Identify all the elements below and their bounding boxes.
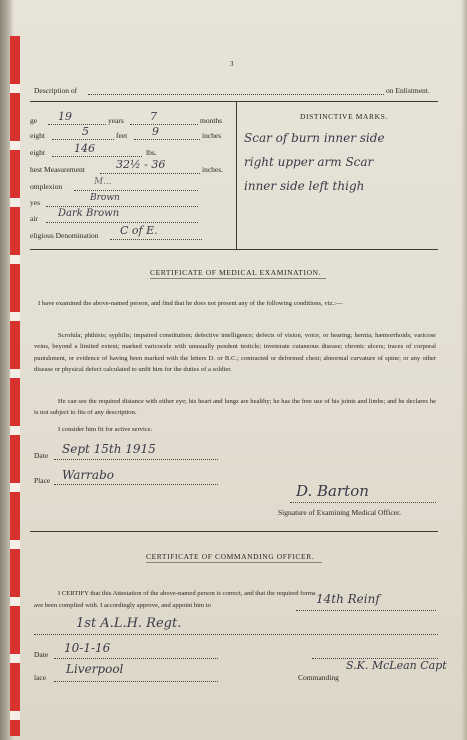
age-dots <box>48 124 106 125</box>
months-dots <box>130 124 198 125</box>
medical-fit-text: I consider him fit for active service. <box>58 426 153 433</box>
description-dots <box>88 94 384 95</box>
unit-dots <box>34 634 438 635</box>
unit-value: 1st A.L.H. Regt. <box>76 616 182 631</box>
medical-signature-caption: Signature of Examining Medical Officer. <box>278 508 401 517</box>
hair-value: Dark Brown <box>58 208 120 219</box>
commanding-appoint-text: ave been complied with. I accordingly approve, and appoint him to <box>34 602 211 609</box>
table-divider <box>236 101 237 249</box>
lbs-label: lbs. <box>146 148 157 157</box>
years-label: years <box>108 116 124 125</box>
weight-value: 146 <box>74 142 95 155</box>
commanding-date-label: Date <box>34 650 49 659</box>
age-years-value: 19 <box>58 110 72 123</box>
commanding-date-value: 10-1-16 <box>64 641 111 655</box>
page-number: 3 <box>230 60 234 68</box>
eyes-value: Brown <box>90 193 120 203</box>
inches-label: inches <box>202 131 222 140</box>
distinctive-marks-line-1: Scar of burn inner side <box>244 131 385 145</box>
height-inches-value: 9 <box>152 125 159 138</box>
chest-inches-label: inches. <box>202 165 224 174</box>
feet-label: feet <box>116 131 128 140</box>
commanding-certificate-heading: CERTIFICATE OF COMMANDING OFFICER. <box>146 552 315 561</box>
table-bottom-rule <box>30 249 438 250</box>
medical-heading-underline <box>150 278 326 279</box>
medical-place-value: Warrabo <box>62 468 114 482</box>
medical-fit-paragraph <box>58 424 358 435</box>
complexion-value: M... <box>94 177 112 187</box>
medical-vision-paragraph <box>34 396 436 419</box>
medical-conditions-paragraph <box>34 330 436 376</box>
height-label: eight <box>30 131 45 140</box>
table-top-rule <box>30 101 438 102</box>
medical-officer-signature: D. Barton <box>296 482 369 500</box>
page-right-edge <box>461 0 467 740</box>
medical-place-dots <box>54 484 218 485</box>
commanding-officer-signature: S.K. McLean Capt <box>346 659 447 672</box>
medical-certificate-heading: CERTIFICATE OF MEDICAL EXAMINATION. <box>150 268 322 277</box>
medical-signature-dots <box>290 502 436 503</box>
religion-label: eligious Denomination <box>30 231 99 240</box>
height-feet-value: 5 <box>82 125 89 138</box>
medical-place-label: Place <box>34 476 51 485</box>
medical-date-value: Sept 15th 1915 <box>62 442 156 456</box>
age-months-value: 7 <box>150 110 157 123</box>
medical-conditions-text: Scrofula; phthisis; syphilis; impaired constitution; defective intelligence; defects of vision, voice, or hearing; hernia; hæmorrhoids; varicose veins, beyond a limited extent; marked varicocele with unusually pendent testicle; inveterate cutaneous disease; chronic ulcers; traces of corporal punishment, or evidence of having been marked with the letters D. or B.C.; contracted or deformed chest; abnormal curvature of spine; or any other disease or physical defect calculated to unfit him for the duties of a soldier. <box>34 332 436 374</box>
weight-dots <box>52 156 142 157</box>
medical-date-label: Date <box>34 451 49 460</box>
appoint-value: 14th Reinf <box>316 592 380 606</box>
appoint-dots <box>296 610 436 611</box>
religion-value: C of E. <box>120 224 158 237</box>
religion-dots <box>110 239 202 240</box>
age-label: ge <box>30 116 38 125</box>
inches-dots <box>134 139 200 140</box>
distinctive-marks-line-3: inner side left thigh <box>244 179 365 193</box>
medical-intro-text: I have examined the above-named person, and find that he does not present any of the following conditions, viz.:— <box>38 300 343 307</box>
commanding-certify-text: I CERTIFY that this Attestation of the above-named person is correct, and that the required forms <box>58 590 316 597</box>
commanding-date-dots <box>54 658 218 659</box>
commanding-certify-line <box>58 588 438 599</box>
commanding-heading-underline <box>146 562 322 563</box>
distinctive-marks-line-2: right upper arm Scar <box>244 155 374 169</box>
eyes-dots <box>46 206 198 207</box>
commanding-place-label: lace <box>34 673 47 682</box>
chest-label: hest Measurement <box>30 165 85 174</box>
hair-dots <box>46 222 198 223</box>
red-tape-margin <box>10 36 20 736</box>
weight-label: eight <box>30 148 45 157</box>
commanding-place-value: Liverpool <box>66 662 124 676</box>
commanding-label: Commanding <box>298 673 339 682</box>
medical-date-dots <box>54 459 218 460</box>
section-divider-rule <box>30 531 438 532</box>
on-enlistment-label: on Enlistment. <box>386 86 430 95</box>
commanding-place-dots <box>54 681 218 682</box>
height-dots <box>52 139 114 140</box>
commanding-appoint-line <box>34 600 294 611</box>
chest-value: 32½ - 36 <box>116 158 166 171</box>
hair-label: air <box>30 214 38 223</box>
complexion-dots <box>74 190 198 191</box>
description-label: Description of <box>34 86 78 95</box>
months-label: months <box>200 116 223 125</box>
chest-dots <box>100 173 200 174</box>
complexion-label: omplexion <box>30 182 63 191</box>
medical-intro-paragraph <box>34 298 436 309</box>
distinctive-marks-heading: DISTINCTIVE MARKS. <box>300 112 388 121</box>
medical-vision-text: He can see the required distance with either eye; his heart and lungs are healthy; he has the free use of his joints and limbs; and he declares he is not subject to fits of any description. <box>34 398 436 417</box>
eyes-label: yes <box>30 198 40 207</box>
